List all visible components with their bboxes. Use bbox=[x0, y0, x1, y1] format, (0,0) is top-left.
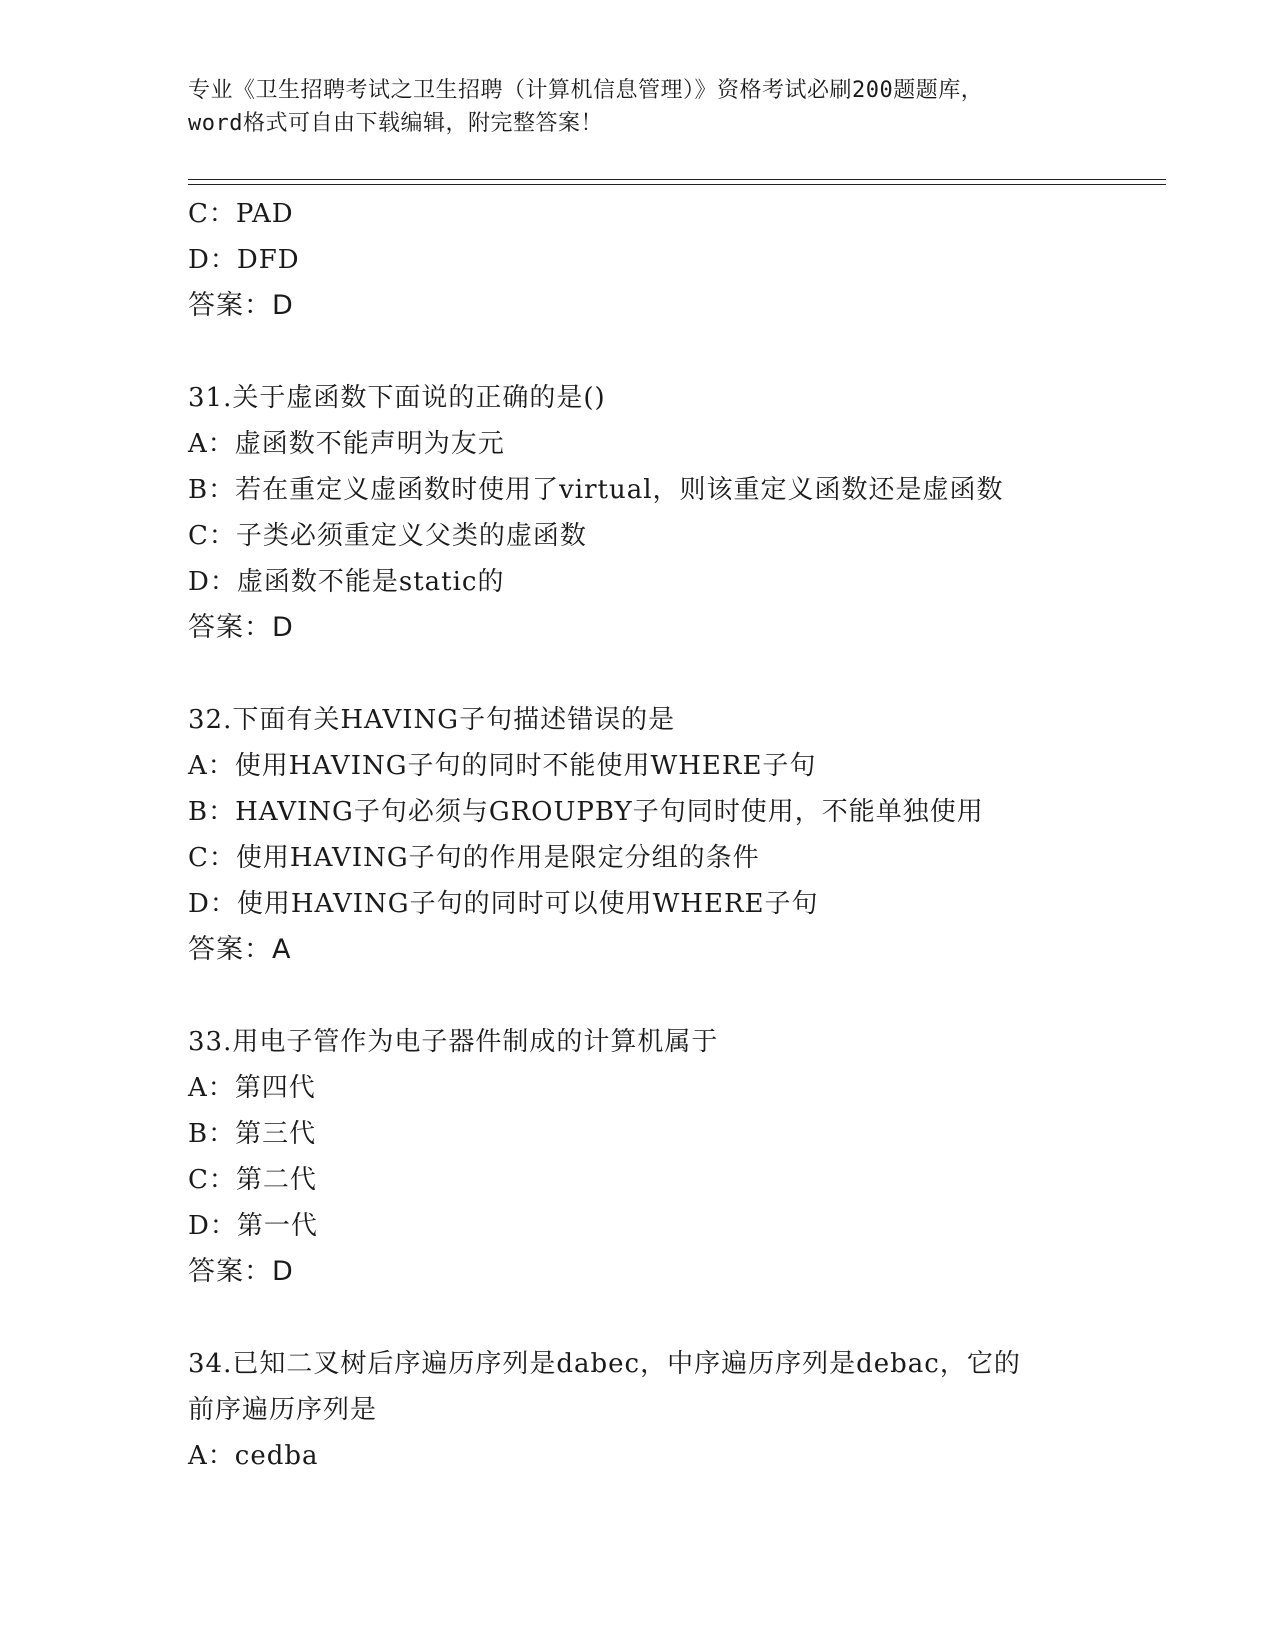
question-32 bbox=[188, 697, 1188, 973]
header-title-line1: 专业《卫生招聘考试之卫生招聘（计算机信息管理）》资格考试必刷200题题库， bbox=[188, 78, 984, 103]
header-divider-bottom bbox=[188, 184, 1166, 185]
option-c: C：子类必须重定义父类的虚函数 bbox=[188, 521, 587, 551]
option-a: A：cedba bbox=[188, 1441, 319, 1471]
option-c: C：PAD bbox=[188, 199, 294, 229]
spacer bbox=[188, 329, 1188, 375]
answer: 答案：D bbox=[188, 612, 294, 643]
question-stem: 33.用电子管作为电子器件制成的计算机属于 bbox=[188, 1027, 719, 1057]
option-d: D：第一代 bbox=[188, 1211, 318, 1241]
question-list bbox=[188, 191, 1188, 1479]
question-30-tail bbox=[188, 191, 1188, 329]
option-a: A：使用HAVING子句的同时不能使用WHERE子句 bbox=[188, 751, 817, 781]
option-b: B：HAVING子句必须与GROUPBY子句同时使用，不能单独使用 bbox=[188, 797, 984, 827]
header-title-line2: word格式可自由下载编辑，附完整答案！ bbox=[188, 111, 603, 136]
spacer bbox=[188, 1295, 1188, 1341]
question-stem-line1: 34.已知二叉树后序遍历序列是dabec，中序遍历序列是debac，它的 bbox=[188, 1349, 1021, 1379]
question-stem: 32.下面有关HAVING子句描述错误的是 bbox=[188, 705, 676, 735]
answer: 答案：D bbox=[188, 290, 294, 321]
question-stem-line2: 前序遍历序列是 bbox=[188, 1395, 378, 1425]
option-c: C：使用HAVING子句的作用是限定分组的条件 bbox=[188, 843, 760, 873]
question-34 bbox=[188, 1341, 1188, 1479]
option-d: D：虚函数不能是static的 bbox=[188, 567, 505, 597]
option-a: A：虚函数不能声明为友元 bbox=[188, 429, 505, 459]
option-d: D：DFD bbox=[188, 245, 300, 275]
answer: 答案：D bbox=[188, 1256, 294, 1287]
document-header bbox=[188, 74, 1088, 140]
option-b: B：若在重定义虚函数时使用了virtual，则该重定义函数还是虚函数 bbox=[188, 475, 1004, 505]
question-31 bbox=[188, 375, 1188, 651]
question-33 bbox=[188, 1019, 1188, 1295]
spacer bbox=[188, 973, 1188, 1019]
option-d: D：使用HAVING子句的同时可以使用WHERE子句 bbox=[188, 889, 819, 919]
question-stem: 31.关于虚函数下面说的正确的是() bbox=[188, 383, 606, 413]
option-b: B：第三代 bbox=[188, 1119, 317, 1149]
answer: 答案：A bbox=[188, 934, 292, 965]
option-a: A：第四代 bbox=[188, 1073, 316, 1103]
option-c: C：第二代 bbox=[188, 1165, 317, 1195]
spacer bbox=[188, 651, 1188, 697]
header-divider-top bbox=[188, 179, 1166, 180]
